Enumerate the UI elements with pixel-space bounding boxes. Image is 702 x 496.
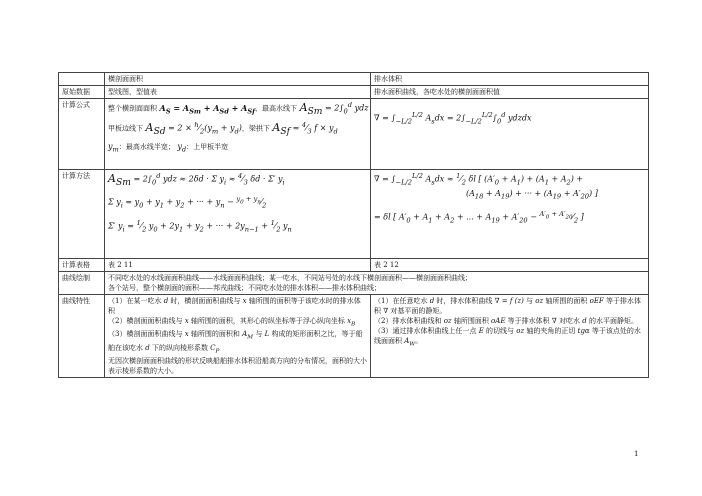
property-item: （3）通过排水体积曲线上任一点 E 的切线与 oz 轴的夹角的正切 tgα 等于该点处的水线面面积 $A_W$。 (374, 327, 641, 348)
property-item: （3）横剖面面积曲线与 x 轴所围的面积和 $A_M$ 与 L 构成的矩形面积之比，等于船舶在该吃水 d 下的纵向棱形系数 $C_P$ (108, 330, 363, 355)
comparison-table (58, 72, 649, 378)
table-row (59, 272, 649, 295)
property-item: （2）排水体积曲线和 oz 轴所围面积 oAE 等于排水体积 ∇ 对吃水 d 的水平面静矩。 (374, 317, 638, 325)
formula-displacement-approx: ∇ = $\int_{-L/2}^{L/2}$ $A_sdx$ ≈ $^1⁄_2$ δl [ $(A'_0 + A_1) + (A_1 + A_2)$ + (374, 172, 584, 187)
table-row (59, 259, 649, 272)
table-cell (371, 295, 649, 378)
table-cell: 表 2 12 (371, 259, 649, 272)
table-header-row (59, 73, 649, 86)
table-cell: 排水面积曲线，各吃水处的横剖面面积值 (371, 86, 649, 99)
formula-approx-area: $A_{Sm} = 2\int_0^d$ ydz ≈ 2δd · Σ $y_i$ ≈ $^4⁄_3$ δd · Σ′ $y_i$ (108, 171, 285, 188)
formula-displacement-integral: ∇ = $\int_{-L/2}^{L/2}$ $A_sdx = 2\int_{-L/2}^{L/2}\int_0^d$ ydzdx (374, 111, 532, 126)
curve-description-line: 各个站号，整个横剖面的面积——邦戎曲线；不同吃水处的排水体积——排水体积曲线； (108, 284, 381, 292)
row-label: 曲线绘制 (59, 272, 105, 295)
header-cell-sectional-area: 横剖面面积 (105, 73, 371, 86)
page-number: 1 (634, 450, 639, 458)
formula-halfbreadth-note: $y_m$：最高水线半宽； $y_d$：上甲板半宽 (108, 141, 229, 154)
merged-cell (105, 272, 649, 295)
formula-displacement-approx-cont: $(A_{18} + A_{19})$ + ··· + $(A_{19} + A'_{20})$ ] (466, 189, 598, 201)
row-label: 计算公式 (59, 99, 105, 170)
table-cell: 表 2 11 (105, 259, 371, 272)
table-cell (105, 295, 371, 378)
formula-displacement-sum: = δl [ $A'_0 + A_1 + A_2$ + ... + $A_{19} + A'_{20}$ − $^{A'_0 + A'_{20}}⁄_2$ ] (374, 209, 584, 225)
formula-cell (105, 99, 371, 170)
header-cell-displacement: 排水体积 (371, 73, 649, 86)
property-item: 无因次横剖面面积曲线的形状反映船舶排水体积沿船高方向的分布情况，面积的大小表示棱形系数的大小。 (108, 357, 367, 376)
formula-cell (105, 170, 371, 259)
row-label: 计算方法 (59, 170, 105, 259)
curve-description-line: 不同吃水处的水线面面积曲线——水线面面积曲线；某一吃水，不同站号处的水线下横剖面面积——横剖面面积曲线； (108, 274, 472, 282)
property-item: （1）在任意吃水 d 时，排水体积曲线 ∇ = f (z) 与 oz 轴所围的面积 oEF 等于排水体积 ∇ 对基平面的静矩。 (374, 297, 642, 315)
table-row (59, 170, 649, 259)
table-row (59, 99, 649, 170)
formula-cell (371, 170, 649, 259)
header-cell-empty (59, 73, 105, 86)
formula-sectional-area-total: 整个横剖面面积 $A_S = A_{Sm} + A_{Sd} + A_{Sf}$，最高水线下 $A_{Sm} = 2\int_0^d$ ydz (108, 100, 369, 117)
formula-simpson-sum: Σ′ $y_i$ = $^1⁄_2$ $y_0 + 2y_1 + y_2$ + ··· + $2y_{n-1}$ + $^1⁄_2$ $y_n$ (108, 218, 292, 233)
table-row (59, 86, 649, 99)
row-label: 原始数据 (59, 86, 105, 99)
row-label: 曲线特性 (59, 295, 105, 378)
table-row (59, 295, 649, 378)
table-cell: 型线图，型值表 (105, 86, 371, 99)
property-item: （1）在某一吃水 d 时，横剖面面积曲线与 x 轴所围的面积等于该吃水时的排水体积 (108, 297, 361, 315)
formula-cell (371, 99, 649, 170)
property-item: （2）横剖面面积曲线与 x 轴所围的面积，其形心的纵坐标等于浮心纵向坐标 $x_B$ (108, 317, 356, 328)
row-label: 计算表格 (59, 259, 105, 272)
formula-deck-area: 甲板边线下 $A_{Sd} = 2$ × $^h⁄_2(y_m + y_d)$，梁拱下 $A_{Sf}$ = $^4⁄_3$ $f \times y_d$ (108, 120, 338, 138)
formula-trapezoid-sum: Σ $y_i = y_0 + y_1 + y_2$ + ··· + $y_n$ − $^{y_0 + y_n}⁄_2$ (108, 195, 267, 210)
